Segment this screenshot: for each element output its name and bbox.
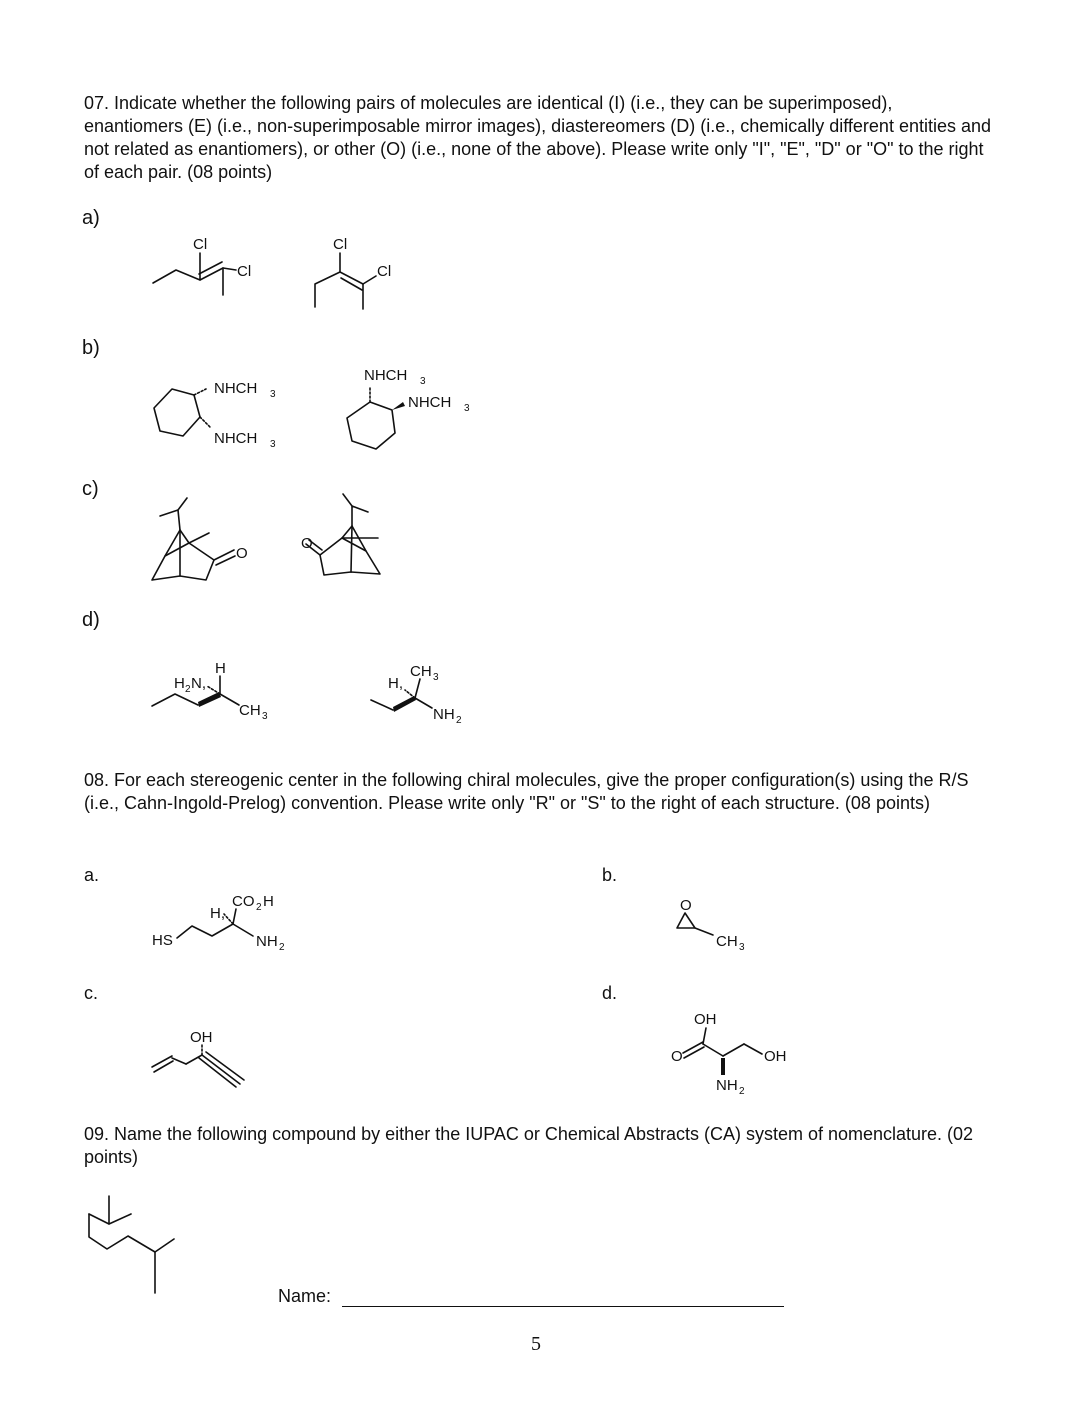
atom-label: 3 [433, 672, 439, 683]
structure-07b-left [154, 380, 276, 450]
atom-label: CH [410, 663, 432, 680]
structure-09 [89, 1196, 174, 1293]
atom-label: NHCH [214, 380, 258, 397]
atom-label: 3 [262, 711, 268, 722]
atom-label: 3 [420, 376, 426, 387]
atom-label: NHCH [214, 430, 258, 447]
atom-label: 3 [739, 942, 745, 953]
atom-label: H, [210, 905, 225, 922]
name-label: Name: [278, 1286, 332, 1306]
part-label-07d: d) [82, 609, 100, 631]
atom-label: 2 [279, 942, 285, 953]
atom-label: NHCH [364, 367, 408, 384]
atom-label: 3 [270, 439, 276, 450]
question-08-text: 08. For each stereogenic center in the following chiral molecules, give the proper configuration(s) using the R/S (i.e., Cahn-Ingold-Prelog) convention. Please write only "R" or "S" to the right of each structure. (08 points) [84, 770, 969, 813]
structure-08d [671, 1011, 787, 1097]
part-label-07c: c) [82, 478, 99, 500]
atom-label: H [174, 675, 185, 692]
atom-label: 3 [464, 403, 470, 414]
atom-label: O [671, 1048, 683, 1065]
atom-label: NH [433, 706, 455, 723]
atom-label: CH [716, 933, 738, 950]
structure-07b-right [347, 367, 470, 449]
structure-07d-left [152, 660, 268, 722]
atom-label: CH [239, 702, 261, 719]
question-07-text: 07. Indicate whether the following pairs of molecules are identical (I) (i.e., they can be superimposed), enantiomers (E) (i.e., non-superimposable mirror images), diastereomers (D) (i.e., chemically different entities and not related as enantiomers), or other (O) (i.e., none of the above). Please write only "I", "E", "D" or "O" to the right of each pair. (08 points) [84, 93, 992, 182]
question-09-text: 09. Name the following compound by either the IUPAC or Chemical Abstracts (CA) system of nomenclature. (02 points) [84, 1124, 974, 1167]
atom-label: H [215, 660, 226, 677]
atom-label: 2 [256, 902, 262, 913]
atom-label: 3 [270, 389, 276, 400]
atom-label: OH [764, 1048, 787, 1065]
part-label-08c: c. [84, 983, 99, 1003]
atom-label: Cl [333, 236, 348, 253]
atom-label: O [301, 535, 313, 552]
atom-label: OH [694, 1011, 717, 1028]
part-label-08b: b. [602, 865, 618, 885]
structure-07a-left [153, 236, 251, 295]
atom-label: CO [232, 893, 255, 910]
structure-07c-right [301, 494, 380, 575]
atom-label: H, [388, 675, 403, 692]
structure-08b [677, 897, 745, 953]
atom-label: NH [716, 1077, 738, 1094]
atom-label: Cl [193, 236, 208, 253]
atom-label: O [236, 545, 248, 562]
atom-label: 2 [185, 684, 191, 695]
part-label-07a: a) [82, 207, 100, 229]
atom-label: HS [152, 932, 173, 949]
structure-07c-left [152, 498, 248, 580]
atom-label: Cl [377, 263, 392, 280]
atom-label: OH [190, 1029, 213, 1046]
structure-08a [152, 893, 285, 953]
structure-08c [152, 1029, 244, 1087]
structure-07a-right [315, 236, 391, 309]
atom-label: NHCH [408, 394, 452, 411]
page-number: 5 [531, 1333, 541, 1355]
part-label-08d: d. [602, 983, 618, 1003]
structure-07d-right [371, 663, 462, 726]
atom-label: N, [191, 675, 206, 692]
atom-label: O [680, 897, 692, 914]
atom-label: 2 [739, 1086, 745, 1097]
part-label-07b: b) [82, 337, 100, 359]
atom-label: H [263, 893, 274, 910]
atom-label: Cl [237, 263, 252, 280]
atom-label: 2 [456, 715, 462, 726]
atom-label: NH [256, 933, 278, 950]
part-label-08a: a. [84, 865, 100, 885]
